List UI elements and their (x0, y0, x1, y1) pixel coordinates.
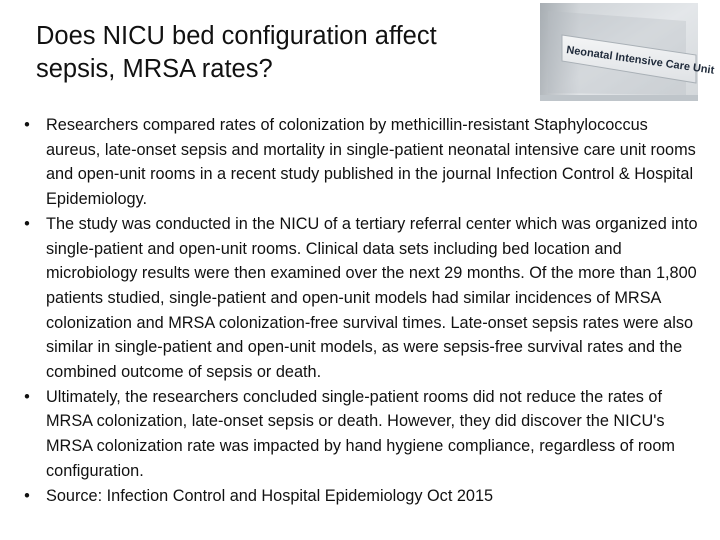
slide-title-line-2: sepsis, MRSA rates? (36, 55, 273, 83)
bullet-dot: • (24, 116, 30, 134)
slide-title-line-1: Does NICU bed configuration affect (36, 22, 437, 50)
bullet-item-study-design (0, 212, 720, 385)
slide-title (36, 20, 536, 86)
bullet-text: Source: Infection Control and Hospital Epidemiology Oct 2015 (46, 486, 494, 505)
bullet-item-study-overview (0, 113, 720, 212)
bullet-dot: • (24, 387, 30, 406)
bullet-text: Researchers compared rates of colonization by methicillin-resistant Staphylococcus aureus, late-onset sepsis and mortality in single-patient neonatal intensive care unit rooms and open-unit rooms in a recent study published in the journal Infection Control & Hospital Epidemiology. (46, 116, 696, 209)
bullet-list (0, 113, 720, 508)
bullet-item-source (0, 484, 720, 509)
nicu-sign-photo (540, 3, 715, 101)
nicu-sign-text: Neonatal Intensive Care Unit (565, 44, 715, 77)
bullet-text: Ultimately, the researchers concluded single-patient rooms did not reduce the rates of MRSA colonization, late-onset sepsis or death. However, they did discover the NICU's MRSA colonization rate was impacted by hand hygiene compliance, regardless of room configuration. (46, 387, 675, 480)
bullet-dot: • (24, 214, 30, 233)
bullet-item-conclusion (0, 385, 720, 484)
bullet-text: The study was conducted in the NICU of a tertiary referral center which was organized into single-patient and open-unit rooms. Clinical data sets including bed location and microbiology results were then examined over the next 29 months. Of the more than 1,800 patients studied, single-patient and open-unit models had similar incidences of MRSA colonization and MRSA colonization-free survival times. Late-onset sepsis rates were also similar in single-patient and open-unit models, as were sepsis-free survival rates and the combined outcome of sepsis or death. (46, 214, 698, 382)
bullet-dot: • (24, 486, 30, 505)
